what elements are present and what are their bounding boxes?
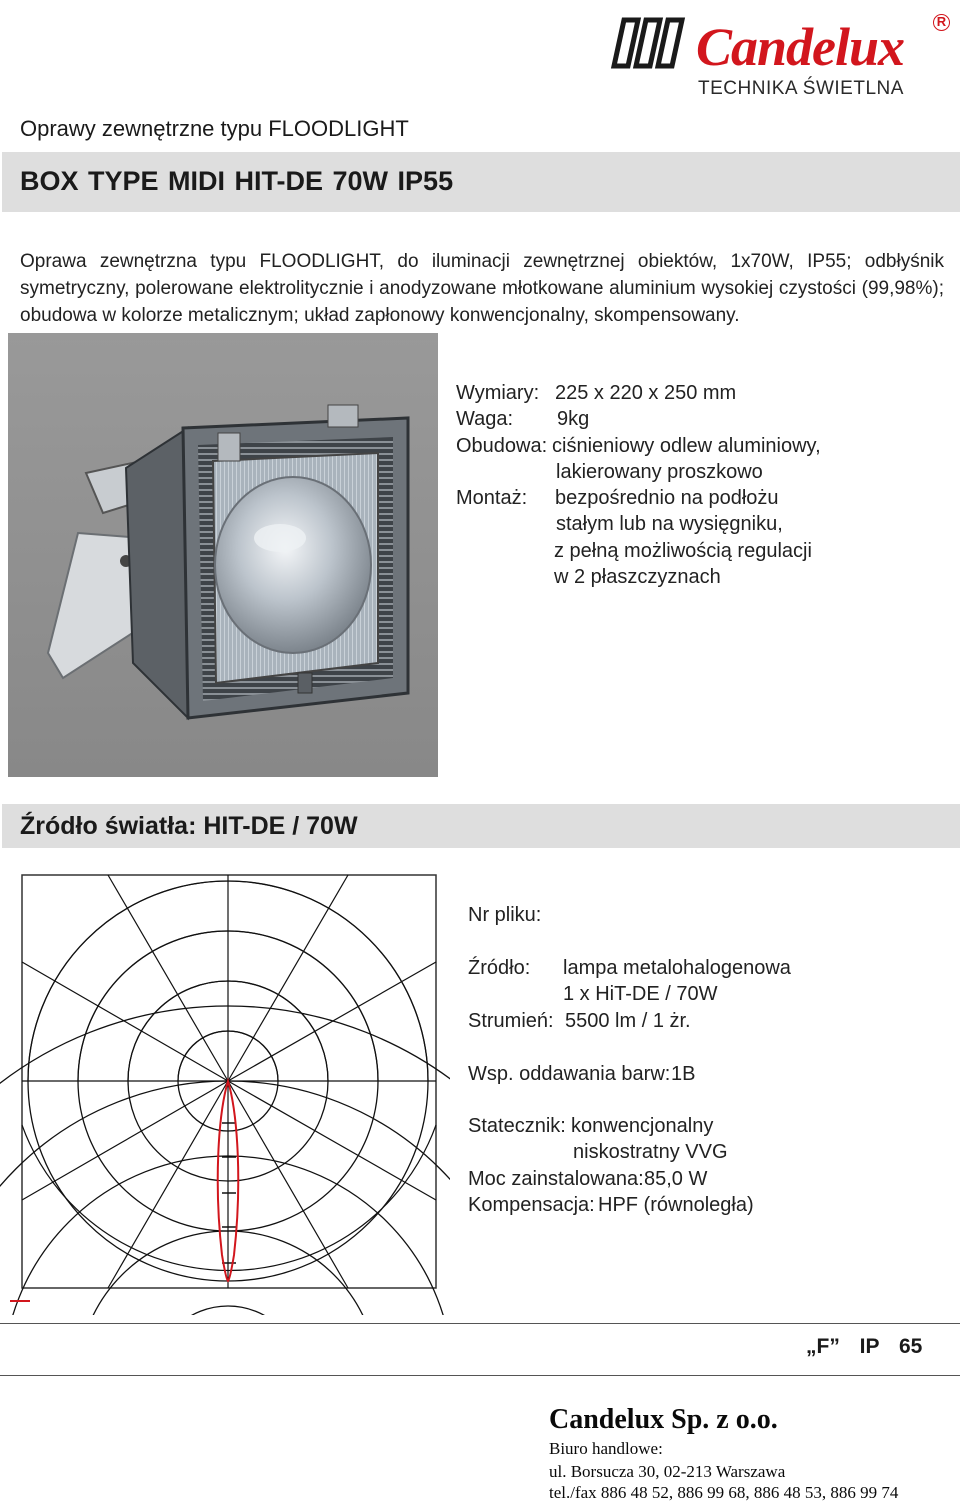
flux-label: Strumień: (468, 1010, 554, 1032)
cri-value: 1B (671, 1063, 696, 1085)
company-name: Candelux Sp. z o.o. (549, 1404, 778, 1435)
product-category: Oprawy zewnętrzne typu FLOODLIGHT (20, 116, 409, 141)
cri-label: Wsp. oddawania barw: (468, 1063, 671, 1085)
light-source-title: Źródło światła: HIT-DE / 70W (20, 812, 358, 840)
polar-ring (153, 1306, 303, 1315)
polar-light-distribution-diagram (0, 855, 450, 1315)
spec-label: Waga: (456, 408, 514, 431)
registered-mark: R (933, 14, 950, 31)
spec-label: Montaż: (456, 487, 528, 510)
company-address: ul. Borsucza 30, 02-213 Warszawa (549, 1462, 786, 1481)
spec-label: Obudowa: (456, 434, 548, 457)
power-label: Moc zainstalowana: (468, 1168, 644, 1190)
company-phone: tel./fax 886 48 52, 886 99 68, 886 48 53, 886 99 74 (549, 1483, 899, 1501)
spec-value: bezpośrednio na podłożu (555, 487, 779, 510)
brand-name: Candelux (696, 17, 905, 77)
company-contact (549, 1402, 898, 1501)
lamp-value-2: 1 x HiT-DE / 70W (563, 983, 718, 1005)
spec-value: lakierowany proszkowo (556, 460, 763, 483)
ip-rating: IP 65 (859, 1335, 923, 1358)
spec-value: ciśnieniowy odlew aluminiowy, (552, 434, 821, 457)
lamp-label: Źródło: (468, 957, 531, 979)
ballast-label: Statecznik: (468, 1115, 566, 1137)
spec-value: w 2 płaszczyznach (554, 566, 721, 589)
ratings (806, 1335, 922, 1359)
brand-logo (600, 6, 956, 102)
flux-value: 5500 lm / 1 żr. (565, 1010, 691, 1032)
product-description: Oprawa zewnętrzna typu FLOODLIGHT, do iluminacji zewnętrznej obiektów, 1x70W, IP55; odbłyśnik symetryczny, polerowane elektrolitycznie i anodyzowane młotkowane aluminium wysokiej czystości (99,98%); obudowa w kolorze metalicznym; układ zapłonowy konwencjonalny, skompensowany. (20, 251, 944, 326)
compensation-label: Kompensacja: (468, 1194, 595, 1216)
separator-line (0, 1375, 960, 1376)
class-f-mark: „F” (806, 1335, 840, 1358)
technical-details (468, 902, 948, 1222)
ballast-value-2: niskostratny VVG (573, 1141, 728, 1163)
product-title: BOX TYPE MIDI HIT-DE 70W IP55 (20, 166, 454, 196)
file-number-label: Nr pliku: (468, 904, 542, 926)
brand-tagline: TECHNIKA ŚWIETLNA (698, 78, 904, 99)
spec-value: z pełną możliwością regulacji (554, 539, 812, 562)
lamp-value: lampa metalohalogenowa (563, 957, 791, 979)
compensation-value: HPF (równoległa) (598, 1194, 754, 1216)
power-value: 85,0 W (644, 1168, 708, 1190)
spec-value: 9kg (557, 408, 590, 431)
spec-value: stałym lub na wysięgniku, (556, 513, 783, 536)
candelux-mark-icon (600, 14, 686, 70)
office-label: Biuro handlowe: (549, 1439, 663, 1458)
ballast-value: konwencjonalny (571, 1115, 714, 1137)
product-photo (8, 333, 438, 777)
floodlight-illustration (8, 333, 438, 777)
separator-line (0, 1323, 960, 1324)
spec-value: 225 x 220 x 250 mm (555, 382, 737, 404)
spec-label: Wymiary: (456, 382, 540, 404)
